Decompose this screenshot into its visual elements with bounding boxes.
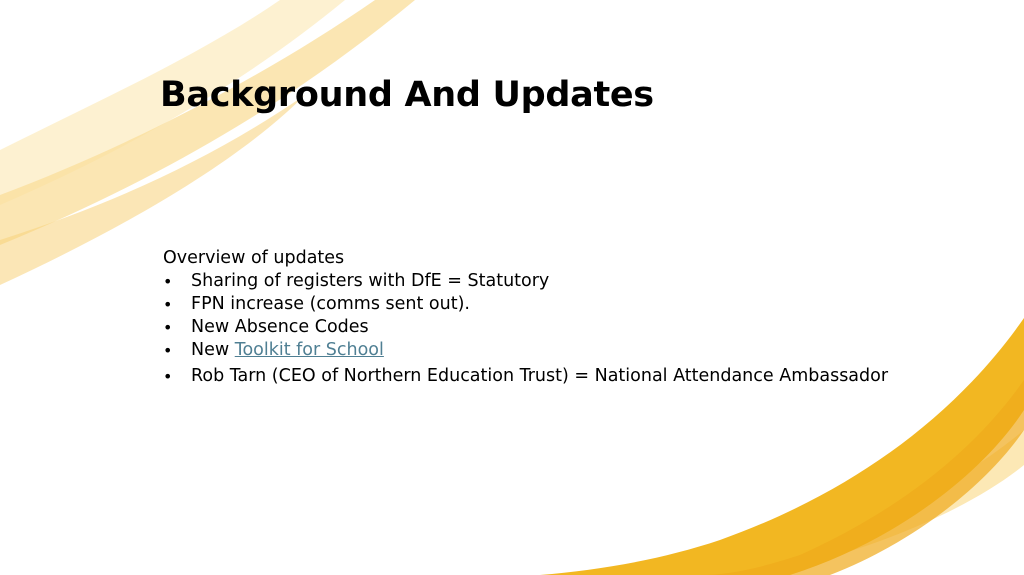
- bullet-item-absence-codes: [163, 316, 963, 339]
- bullet-icon: •: [163, 318, 173, 337]
- toolkit-for-school-link[interactable]: Toolkit for School: [234, 340, 384, 360]
- bullet-prefix: New: [191, 340, 235, 360]
- bullet-icon: •: [163, 367, 173, 386]
- bullet-list: [163, 270, 963, 388]
- bullet-text: Rob Tarn (CEO of Northern Education Trust) = National Attendance Ambassador: [191, 366, 889, 386]
- bullet-item-ambassador: [163, 365, 963, 388]
- bullet-icon: •: [163, 341, 173, 360]
- bullet-icon: •: [163, 295, 173, 314]
- slide-body: [163, 247, 963, 388]
- bullet-text: FPN increase (comms sent out).: [191, 294, 470, 314]
- bullet-item-registers: [163, 270, 963, 293]
- intro-text: Overview of updates: [163, 248, 345, 268]
- slide-title: Background And Updates: [160, 75, 654, 115]
- bullet-icon: •: [163, 272, 173, 291]
- bullet-text: New Absence Codes: [191, 317, 369, 337]
- bullet-item-toolkit: [163, 339, 963, 362]
- bullet-text: Sharing of registers with DfE = Statutory: [191, 271, 550, 291]
- bullet-item-fpn: [163, 293, 963, 316]
